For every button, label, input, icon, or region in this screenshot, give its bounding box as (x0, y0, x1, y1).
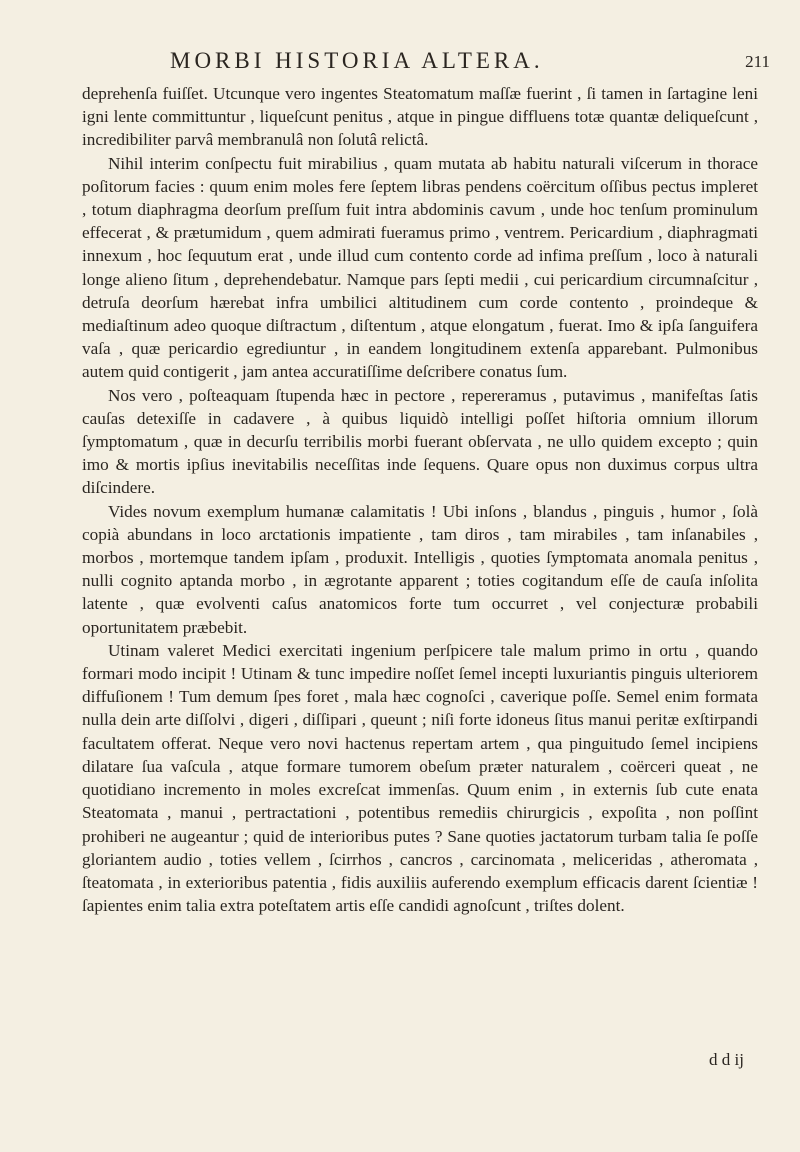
body-text (82, 82, 758, 917)
signature-mark: d d ij (709, 1050, 744, 1069)
paragraph-3: Nos vero , poſteaquam ſtupenda hæc in pectore , repereramus , putavimus , manifeſtas ſatis cauſas detexiſſe in cadavere , à quibus liquidò intelligi poſſet hiſtoria omnium illorum ſymptomatum , quæ in decurſu terribilis morbi fuerant obſervata , ne ullo quidem excepto ; quin imo & mortis ipſius inevitabilis neceſſitas inde ſequens. Quare opus non duximus corpus ultra diſcindere. (82, 385, 758, 498)
page-header (170, 48, 770, 82)
paragraph-4: Vides novum exemplum humanæ calamitatis ! Ubi inſons , blandus , pinguis , humor , ſolà copià abundans in loco arctationis impatiente , tam diros , tam mirabiles , tam inſanabiles , morbos , mortemque tandem ipſam , produxit. Intelligis , quoties ſymptomata anomala penitus , nulli cognito aptanda morbo , in ægrotante apparent ; toties cogitandum eſſe de cauſa inſolita latente , quæ evolventi caſus anatomicos forte tum occurret , vel conjecturæ probabili oportunitatem præbebit. (82, 501, 758, 637)
paragraph-1: deprehenſa fuiſſet. Utcunque vero ingentes Steatomatum maſſæ fuerint , ſi tamen in ſartagine leni igni lente committuntur , liqueſcunt penitus , atque in pingue diffluens totæ quantæ deliqueſcunt , incredibiliter parvâ membranulâ non ſolutâ relictâ. (82, 84, 758, 150)
page-number: 211 (745, 52, 770, 71)
running-title: MORBI HISTORIA ALTERA. (170, 48, 544, 73)
paragraph-2: Nihil interim conſpectu fuit mirabilius , quam mutata ab habitu naturali viſcerum in thorace poſitorum facies : quum enim moles fere ſeptem libras pendens coërcitum oſſibus pectus impleret , totum diaphragma deorſum preſſum fuit intra abdominis cavum , unde hoc tenſum prominulum effecerat , & prætumidum , quem admirati fueramus primo , ventrem. Pericardium , diaphragmati innexum , hoc ſequutum erat , unde illud cum contento corde ad infima preſſum , loco à naturali longe alieno ſitum , deprehendebatur. Namque pars ſepti medii , cui pericardium circumnaſcitur , detruſa deorſum hærebat infra umbilici altitudinem cum corde contento , proindeque & mediaſtinum adeo quoque diſtractum , diſtentum , atque elongatum , fuerat. Imo & ipſa ſanguifera vaſa , quæ pericardio egrediuntur , in eandem longitudinem extenſa apparebant. Pulmonibus autem quid contigerit , jam antea accuratiſſime deſcribere conatus ſum. (82, 153, 758, 382)
paragraph-5: Utinam valeret Medici exercitati ingenium perſpicere tale malum primo in ortu , quando formari modo incipit ! Utinam & tunc impedire noſſet ſemel incepti luxuriantis pinguis ulteriorem diffuſionem ! Tum demum ſpes foret , mala hæc cognoſci , caverique poſſe. Semel enim formata nulla dein arte diſſolvi , digeri , diſſipari , queunt ; niſi forte idoneus ſitus manui peritæ exſtirpandi facultatem offerat. Neque vero novi hactenus repertam artem , qua pinguitudo ſemel incipiens dilatare ſua vaſcula , atque formare tumorem obeſum præter naturalem , coërceri queat , ne quotidiano incremento in moles excreſcat immenſas. Quum enim , in externis ſub cute enata Steatomata , manui , pertractationi , potentibus remediis chirurgicis , expoſita , non poſſint prohiberi ne augeantur ; quid de interioribus putes ? Sane quoties jactatorum turbam talia ſe poſſe gloriantem audio , toties vellem , ſcirrhos , cancros , carcinomata , meliceridas , atheromata , ſteatomata , in exterioribus patentia , fidis auxiliis auferendo exemplum efficacis darent ſcientiæ ! ſapientes enim talia extra poteſtatem artis eſſe candidi agnoſcunt , triſtes dolent. (82, 640, 758, 916)
